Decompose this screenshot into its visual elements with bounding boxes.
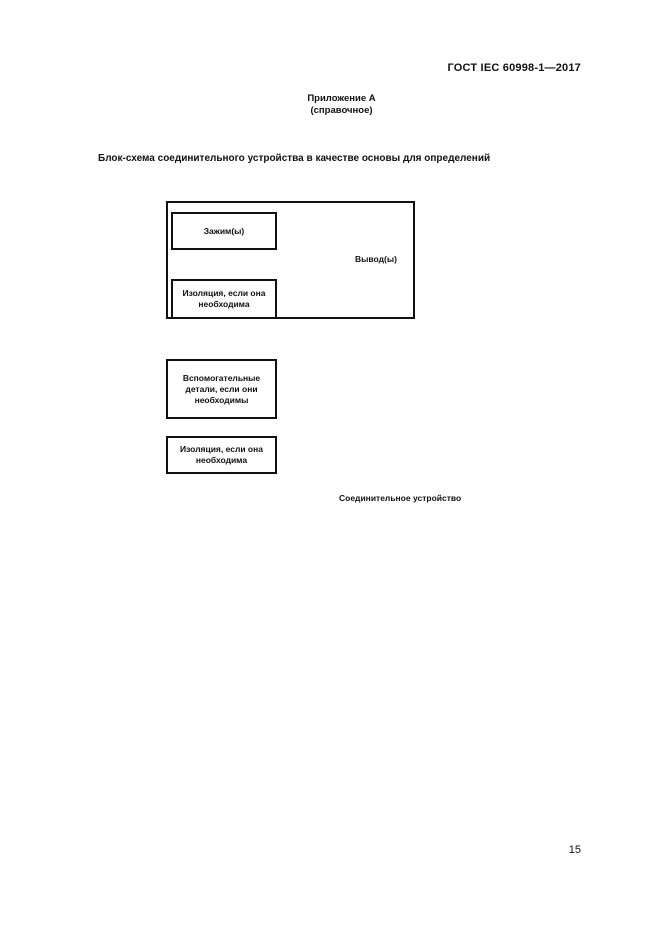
- insulation-label-2: Изоляция, если она необходима: [180, 444, 263, 465]
- annex-heading: [0, 93, 661, 117]
- document-header: ГОСТ IEC 60998-1—2017: [447, 62, 581, 74]
- clamps-block: [171, 212, 277, 250]
- output-label: Вывод(ы): [355, 254, 397, 264]
- figure-caption: Блок-схема соединительного устройства в качестве основы для определений: [98, 153, 491, 164]
- connecting-device-label: Соединительное устройство: [339, 493, 462, 503]
- annex-title: Приложение А: [307, 93, 376, 104]
- clamps-label: Зажим(ы): [203, 225, 245, 236]
- insulation-block-2: [166, 436, 277, 474]
- insulation-block-1: [171, 279, 277, 319]
- auxiliary-parts-block: [166, 359, 277, 419]
- page-number: 15: [568, 844, 581, 856]
- auxiliary-label: Вспомогательные детали, если они необходимы: [182, 372, 261, 405]
- annex-subtitle: (справочное): [310, 105, 373, 116]
- insulation-label-1: Изоляция, если она необходима: [182, 288, 266, 309]
